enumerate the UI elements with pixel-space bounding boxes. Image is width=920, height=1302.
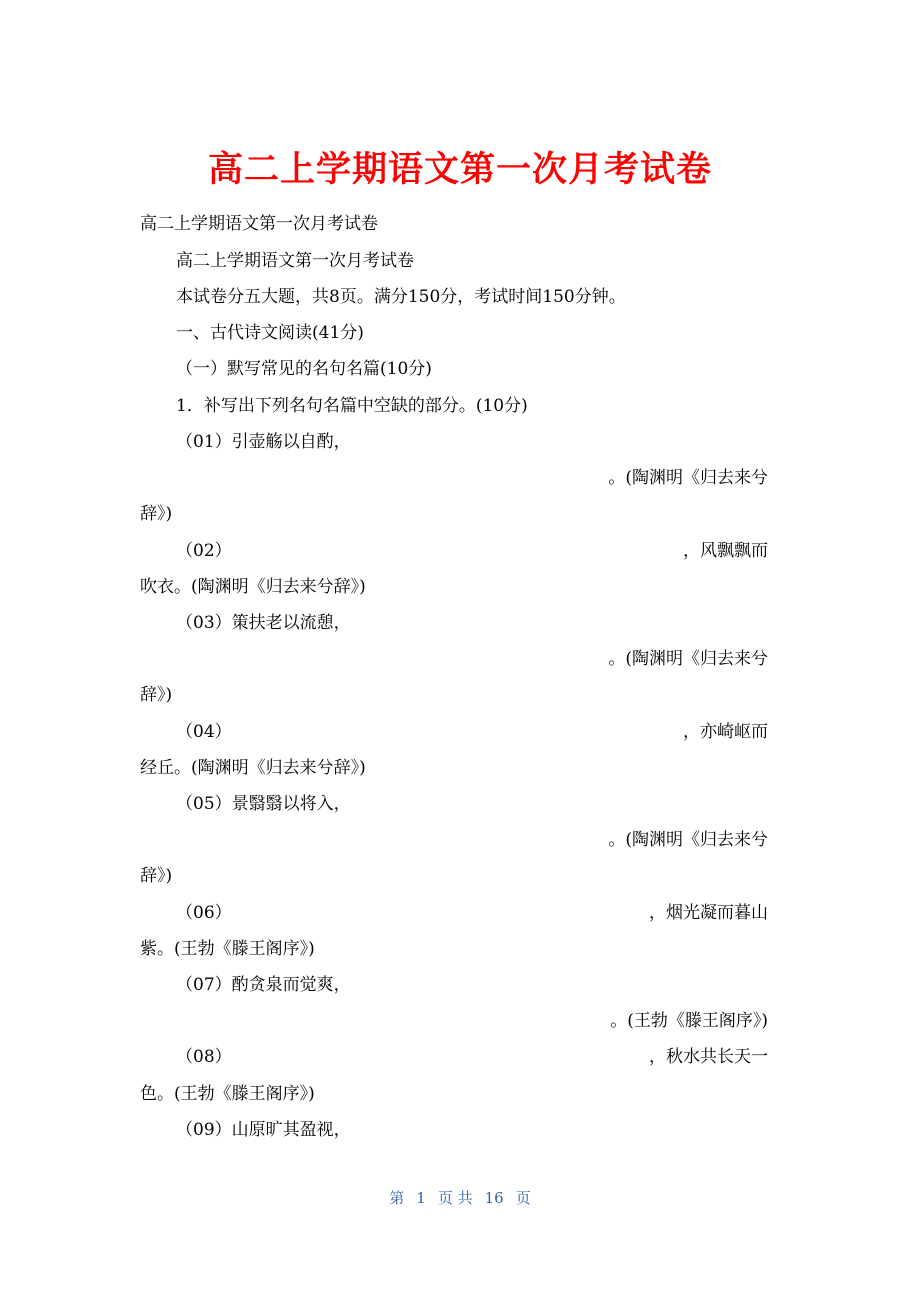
item-source: 。(陶渊明《归去来兮	[608, 649, 768, 669]
footer-suffix: 页	[515, 1189, 531, 1207]
item-label: （09）山原旷其盈视，	[176, 1120, 351, 1140]
item-continuation: 辞》)	[140, 685, 173, 705]
item-label: （01）引壶觞以自酌，	[176, 432, 351, 452]
page-footer	[0, 1187, 920, 1209]
item-source: 。(陶渊明《归去来兮	[608, 830, 768, 850]
footer-total-pages: 16	[484, 1189, 504, 1207]
item-label: （06）	[176, 903, 232, 923]
item-continuation: 辞》)	[140, 866, 173, 886]
item-source: 。(陶渊明《归去来兮	[608, 468, 768, 488]
item-source: ，亦崎岖而	[683, 722, 768, 742]
item-label: （04）	[176, 722, 232, 742]
item-label: （07）酌贪泉而觉爽，	[176, 975, 351, 995]
exam-intro: 本试卷分五大题，共8页。满分150分，考试时间150分钟。	[176, 287, 626, 307]
document-heading: 高二上学期语文第一次月考试卷	[176, 251, 414, 271]
item-label: （03）策扶老以流憩，	[176, 613, 351, 633]
item-source: ，烟光凝而暮山	[649, 903, 768, 923]
question-text: 1．补写出下列名句名篇中空缺的部分。(10分)	[176, 396, 528, 416]
item-source: ，秋水共长天一	[649, 1047, 768, 1067]
document-subtitle: 高二上学期语文第一次月考试卷	[140, 214, 378, 234]
item-continuation: 色。(王勃《滕王阁序》)	[140, 1084, 315, 1104]
footer-prefix: 第	[389, 1189, 405, 1207]
subsection-heading: （一）默写常见的名句名篇(10分)	[176, 359, 432, 379]
item-label: （05）景翳翳以将入，	[176, 794, 351, 814]
item-label: （02）	[176, 541, 232, 561]
section-heading: 一、古代诗文阅读(41分)	[176, 323, 364, 343]
item-source: ，风飘飘而	[683, 541, 768, 561]
footer-page-number: 1	[416, 1189, 426, 1207]
document-title: 高二上学期语文第一次月考试卷	[207, 150, 712, 190]
item-label: （08）	[176, 1047, 232, 1067]
footer-middle: 页 共	[437, 1189, 473, 1207]
item-continuation: 吹衣。(陶渊明《归去来兮辞》)	[140, 577, 366, 597]
item-continuation: 紫。(王勃《滕王阁序》)	[140, 939, 315, 959]
item-continuation: 辞》)	[140, 504, 173, 524]
item-continuation: 经丘。(陶渊明《归去来兮辞》)	[140, 758, 366, 778]
item-source: 。(王勃《滕王阁序》)	[610, 1011, 768, 1031]
